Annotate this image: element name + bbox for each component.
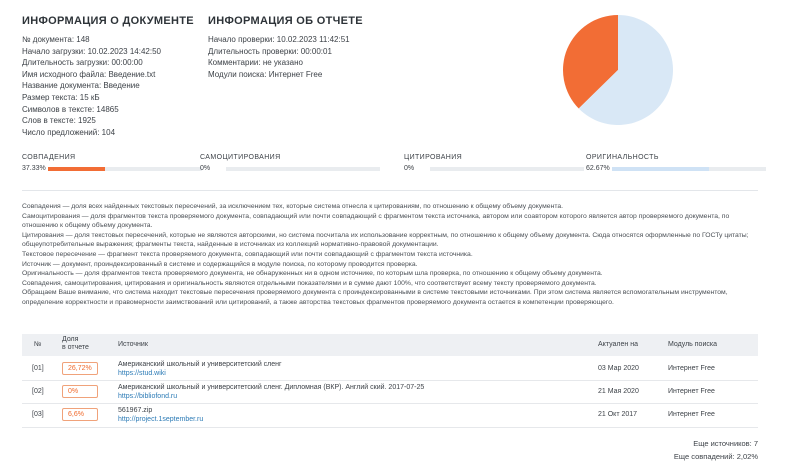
stat-label: СОВПАДЕНИЯ bbox=[22, 154, 76, 161]
legend-paragraph: Обращаем Ваше внимание, что система находит текстовые пересечения проверяемого документа с проиндексированными в системе текстовыми источниками. При этом система является вспомогательным инструментом, определение корректности и правомерности заимствований или цитирований, а также авторства текстовых фрагментов проверяемого документа остается в компетенции проверяющего. bbox=[22, 289, 728, 306]
source-title: Американский школьный и университетский сленг bbox=[118, 361, 282, 368]
stat-label: ОРИГИНАЛЬНОСТЬ bbox=[586, 154, 659, 161]
stat-bar-fill bbox=[48, 167, 105, 171]
row-module: Интернет Free bbox=[668, 411, 715, 418]
report-info-line: Модули поиска: Интернет Free bbox=[208, 69, 323, 79]
stat-label: ЦИТИРОВАНИЯ bbox=[404, 154, 463, 161]
source-link[interactable]: https://stud.wiki bbox=[118, 370, 166, 377]
col-module: Модуль поиска bbox=[668, 341, 717, 348]
stat-originality bbox=[586, 154, 766, 172]
stat-self-citations bbox=[200, 154, 380, 172]
stat-bar bbox=[612, 167, 766, 171]
row-share-badge: 26,72% bbox=[62, 362, 98, 375]
col-date: Актуален на bbox=[598, 341, 638, 348]
legend-paragraph: Источник — документ, проиндексированный в системе и содержащийся в модуле поиска, по которому проводится проверка. bbox=[22, 260, 418, 268]
stat-value: 62.67% bbox=[586, 165, 610, 172]
doc-info-line: № документа: 148 bbox=[22, 35, 90, 44]
doc-info-line: Имя исходного файла: Введение.txt bbox=[22, 69, 156, 79]
originality-pie-chart bbox=[562, 14, 674, 126]
report-info-line: Длительность проверки: 00:00:01 bbox=[208, 46, 332, 56]
col-share-line1: Доля bbox=[62, 336, 79, 343]
stat-bar-fill bbox=[612, 167, 709, 171]
row-number: [02] bbox=[32, 388, 44, 395]
doc-info-line: Длительность загрузки: 00:00:00 bbox=[22, 58, 143, 68]
report-info-list bbox=[208, 34, 350, 80]
doc-info-line: Число предложений: 104 bbox=[22, 127, 116, 137]
report-info-line: Начало проверки: 10.02.2023 11:42:51 bbox=[208, 35, 350, 44]
source-title: 561967.zip bbox=[118, 407, 153, 414]
legend-paragraph: Совпадения, самоцитирования, цитирования и оригинальность являются отдельными показателями и в сумме дают 100%, что соответствует всему тексту проверяемого документа. bbox=[22, 279, 597, 287]
col-share-line2: в отчете bbox=[62, 344, 89, 351]
source-link[interactable]: https://bibliofond.ru bbox=[118, 393, 178, 400]
legend-paragraph: Текстовое пересечение — фрагмент текста проверяемого документа, совпадающий или почти совпадающий с фрагментом текста источника. bbox=[22, 250, 473, 258]
row-date: 21 Мая 2020 bbox=[598, 388, 639, 395]
legend-paragraph: Цитирования — доля текстовых пересечений, которые не являются авторскими, но система посчитала их использование корректным, по отношению к общему объему документа. Сюда относятся оформленные по ГОСТу цитаты; общеупотребительные выражения; фрагменты текста, найденные в источниках из коллекций нормативно-правовой документации. bbox=[22, 231, 749, 249]
stat-bar bbox=[48, 167, 202, 171]
sources-table-header bbox=[22, 334, 758, 356]
stat-value: 0% bbox=[404, 165, 415, 172]
report-info-line: Комментарии: не указано bbox=[208, 58, 303, 68]
stat-bar bbox=[430, 167, 584, 171]
row-divider bbox=[22, 427, 758, 428]
col-source: Источник bbox=[118, 341, 148, 348]
row-share-badge: 6,6% bbox=[62, 408, 98, 421]
doc-info-line: Начало загрузки: 10.02.2023 14:42:50 bbox=[22, 46, 161, 56]
legend-paragraph: Самоцитирования — доля фрагментов текста проверяемого документа, совпадающий или почти совпадающий с фрагментом текста источника, автором или соавтором которого является автор проверяемого документа, по отношению к общему объему документа. bbox=[22, 212, 730, 230]
doc-info-title: ИНФОРМАЦИЯ О ДОКУМЕНТЕ bbox=[22, 15, 194, 27]
divider bbox=[22, 190, 758, 191]
stat-citations bbox=[404, 154, 584, 172]
definitions-legend bbox=[22, 202, 752, 308]
source-link[interactable]: http://project.1september.ru bbox=[118, 416, 204, 423]
row-module: Интернет Free bbox=[668, 365, 715, 372]
row-share-badge: 0% bbox=[62, 385, 98, 398]
row-source bbox=[118, 360, 282, 378]
legend-paragraph: Оригинальность — доля фрагментов текста проверяемого документа, не обнаруженных ни в одном источнике, по которым шла проверка, по отношению к общему объему документа. bbox=[22, 270, 603, 278]
more-sources[interactable]: Еще источников: 7 bbox=[693, 439, 758, 448]
row-number: [01] bbox=[32, 365, 44, 372]
col-share bbox=[62, 336, 89, 352]
doc-info-line: Слов в тексте: 1925 bbox=[22, 116, 96, 126]
row-date: 21 Окт 2017 bbox=[598, 411, 638, 418]
row-number: [03] bbox=[32, 411, 44, 418]
report-info-title: ИНФОРМАЦИЯ ОБ ОТЧЕТЕ bbox=[208, 15, 363, 27]
stat-matches bbox=[22, 154, 202, 172]
doc-info-line: Символов в тексте: 14865 bbox=[22, 104, 119, 114]
source-title: Американский школьный и университетский сленг. Дипломная (ВКР). Англий ский. 2017-07-25 bbox=[118, 384, 425, 391]
stat-value: 37.33% bbox=[22, 165, 46, 172]
legend-paragraph: Совпадения — доля всех найденных текстовых пересечений, за исключением тех, которые система отнесла к цитированиям, по отношению к общему объему документа. bbox=[22, 203, 564, 210]
doc-info-list bbox=[22, 34, 161, 138]
doc-info-line: Название документа: Введение bbox=[22, 81, 140, 91]
table-row[interactable] bbox=[22, 359, 758, 379]
row-divider bbox=[22, 380, 758, 381]
stat-bar bbox=[226, 167, 380, 171]
table-row[interactable] bbox=[22, 405, 758, 425]
stat-value: 0% bbox=[200, 165, 211, 172]
row-divider bbox=[22, 403, 758, 404]
row-module: Интернет Free bbox=[668, 388, 715, 395]
col-num: № bbox=[34, 341, 42, 348]
doc-info-line: Размер текста: 15 кБ bbox=[22, 92, 100, 102]
stat-label: САМОЦИТИРОВАНИЯ bbox=[200, 154, 281, 161]
table-row[interactable] bbox=[22, 382, 758, 402]
more-matches[interactable]: Еще совпадений: 2,02% bbox=[673, 452, 758, 461]
row-source bbox=[118, 406, 203, 424]
row-date: 03 Мар 2020 bbox=[598, 365, 639, 372]
row-source bbox=[118, 383, 424, 401]
